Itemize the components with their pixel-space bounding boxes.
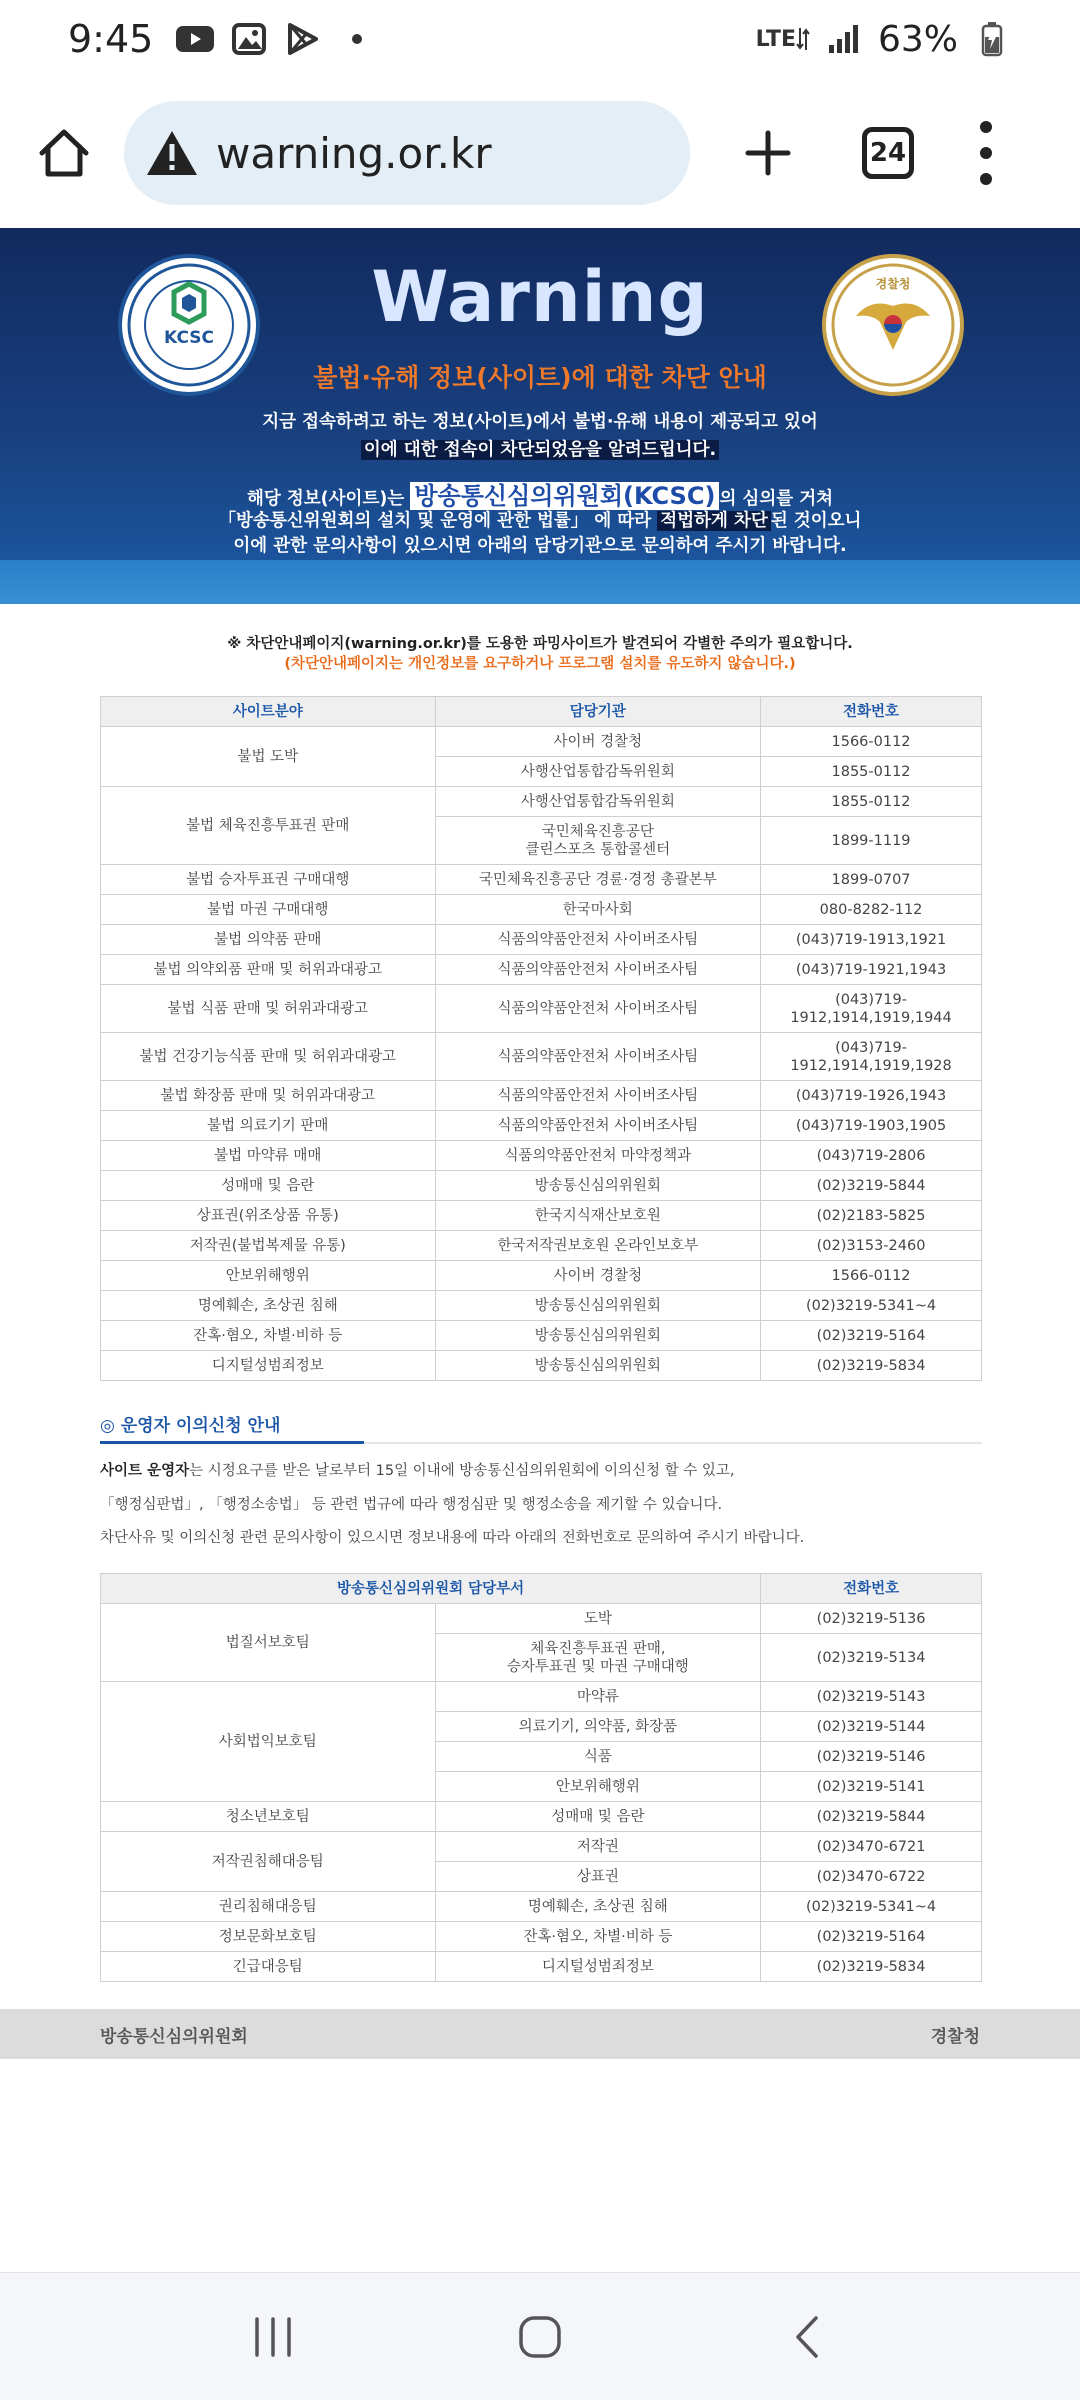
table-row [101, 1892, 982, 1922]
table-row [101, 865, 982, 895]
table-cell: 불법 화장품 판매 및 허위과대광고 [101, 1081, 436, 1111]
page-footer [0, 2009, 1080, 2059]
table-cell: (043)719-1903,1905 [761, 1111, 982, 1141]
table-cell: (02)3219-5834 [761, 1952, 982, 1982]
table-row [101, 1351, 982, 1381]
table-cell: 디지털성범죄정보 [435, 1952, 761, 1982]
table-cell: (043)719-2806 [761, 1141, 982, 1171]
table-cell: 국민체육진흥공단 클린스포츠 통합콜센터 [435, 817, 761, 865]
dot-icon [980, 121, 992, 133]
table-row [101, 1321, 982, 1351]
table-cell: 방송통신심의위원회 [435, 1321, 761, 1351]
objection-title: ◎ 운영자 이의신청 안내 [100, 1416, 281, 1436]
table-cell: 권리침해대응팀 [101, 1892, 436, 1922]
table-row [101, 1291, 982, 1321]
table-cell: 저작권 [435, 1832, 761, 1862]
banner-line-5: 이에 관한 문의사항이 있으시면 아래의 담당기관으로 문의하여 주시기 바랍니다. [233, 536, 847, 556]
privacy-notice: (차단안내페이지는 개인정보를 요구하거나 프로그램 설치를 유도하지 않습니다.) [284, 656, 796, 672]
table-cell: 불법 마약류 매매 [101, 1141, 436, 1171]
table-cell: 사이버 경찰청 [435, 727, 761, 757]
recent-apps-button[interactable] [233, 2297, 313, 2377]
table-row [101, 1141, 982, 1171]
banner-subtitle: 불법·유해 정보(사이트)에 대한 차단 안내 [313, 363, 767, 392]
lte-icon: LTE [756, 24, 810, 54]
new-tab-button[interactable] [736, 121, 800, 185]
table-cell: (02)3219-5844 [761, 1802, 982, 1832]
play-store-icon [283, 23, 323, 55]
table-row [101, 1231, 982, 1261]
table-cell: 불법 의료기기 판매 [101, 1111, 436, 1141]
header-field: 사이트분야 [101, 697, 436, 727]
table-header-row [101, 1574, 982, 1604]
table-cell: 의료기기, 의약품, 화장품 [435, 1712, 761, 1742]
battery-percent: 63% [877, 18, 958, 60]
table-cell: (043)719- 1912,1914,1919,1928 [761, 1033, 982, 1081]
table-cell: 방송통신심의위원회 [435, 1351, 761, 1381]
table-row [101, 1802, 982, 1832]
table-cell: 식품의약품안전처 사이버조사팀 [435, 925, 761, 955]
table-cell: 불법 마권 구매대행 [101, 895, 436, 925]
table-cell: 저작권(불법복제물 유통) [101, 1231, 436, 1261]
table-cell: 1855-0112 [761, 757, 982, 787]
banner-line-4: 「방송통신위원회의 설치 및 운영에 관한 법률」 에 따라 적법하게 차단 된 것이오니 [218, 511, 862, 531]
divider-accent [100, 1441, 364, 1444]
table-row [101, 1922, 982, 1952]
dot-icon [980, 173, 992, 185]
table-cell: 1855-0112 [761, 787, 982, 817]
table-cell: 디지털성범죄정보 [101, 1351, 436, 1381]
table-cell: (02)3219-5341~4 [761, 1892, 982, 1922]
banner-strip [0, 560, 1080, 604]
table-cell: 도박 [435, 1604, 761, 1634]
table-cell: 잔혹·혐오, 차별·비하 등 [435, 1922, 761, 1952]
tab-switcher-button[interactable]: 24 [862, 127, 914, 179]
recent-apps-icon [251, 2315, 295, 2359]
warning-icon[interactable] [144, 128, 200, 178]
status-bar [0, 0, 1080, 78]
table-cell: 법질서보호팀 [101, 1604, 436, 1682]
table-row [101, 787, 982, 817]
header-tel: 전화번호 [761, 697, 982, 727]
table-cell: 잔혹·혐오, 차별·비하 등 [101, 1321, 436, 1351]
table-cell: 명예훼손, 초상권 침해 [101, 1291, 436, 1321]
table-row [101, 1033, 982, 1081]
table-cell: 한국마사회 [435, 895, 761, 925]
table-cell: (02)3219-5141 [761, 1772, 982, 1802]
table-cell: 명예훼손, 초상권 침해 [435, 1892, 761, 1922]
svg-text:KCSC: KCSC [164, 328, 214, 348]
table-cell: (043)719-1921,1943 [761, 955, 982, 985]
table-cell: 상표권 [435, 1862, 761, 1892]
warning-banner [0, 228, 1080, 604]
table-cell: 사회법익보호팀 [101, 1682, 436, 1802]
table-cell: 안보위해행위 [435, 1772, 761, 1802]
table-cell: (02)3470-6721 [761, 1832, 982, 1862]
table-cell: 불법 승자투표권 구매대행 [101, 865, 436, 895]
table-cell: 상표권(위조상품 유통) [101, 1201, 436, 1231]
home-square-icon [517, 2314, 563, 2360]
table-cell: 방송통신심의위원회 [435, 1171, 761, 1201]
table-cell: 식품의약품안전처 사이버조사팀 [435, 985, 761, 1033]
table-cell: 방송통신심의위원회 [435, 1291, 761, 1321]
contact-table [100, 696, 982, 1381]
department-table [100, 1573, 982, 1982]
banner-line-3: 해당 정보(사이트)는 방송통신심의위원회(KCSC) 의 심의를 거쳐 [246, 482, 834, 510]
table-cell: (043)719- 1912,1914,1919,1944 [761, 985, 982, 1033]
table-row [101, 1201, 982, 1231]
table-row [101, 1832, 982, 1862]
table-row [101, 955, 982, 985]
table-cell: 080-8282-112 [761, 895, 982, 925]
table-row [101, 727, 982, 757]
table-row [101, 1952, 982, 1982]
table-cell: (043)719-1913,1921 [761, 925, 982, 955]
table-cell: (02)3153-2460 [761, 1231, 982, 1261]
table-cell: 불법 의약품 판매 [101, 925, 436, 955]
table-cell: 한국지식재산보호원 [435, 1201, 761, 1231]
table-cell: (02)3470-6722 [761, 1862, 982, 1892]
back-button[interactable] [767, 2297, 847, 2377]
banner-line-2: 이에 대한 접속이 차단되었음을 알려드립니다. [0, 436, 1080, 461]
table-row [101, 925, 982, 955]
table-cell: (02)3219-5164 [761, 1922, 982, 1952]
table-cell: 성매매 및 음란 [101, 1171, 436, 1201]
table-row [101, 1111, 982, 1141]
more-notifications-dot-icon [337, 23, 377, 55]
signal-icon [824, 23, 864, 55]
table-row [101, 1604, 982, 1634]
banner-title: Warning [371, 256, 709, 338]
table-cell: 사행산업통합감독위원회 [435, 787, 761, 817]
table-cell: (02)2183-5825 [761, 1201, 982, 1231]
address-bar[interactable] [124, 101, 690, 205]
table-row [101, 985, 982, 1033]
table-cell: (02)3219-5164 [761, 1321, 982, 1351]
table-cell: 1566-0112 [761, 1261, 982, 1291]
objection-paragraph-2: 「행정심판법」, 「행정소송법」 등 관련 법규에 따라 행정심판 및 행정소송을 제기할 수 있습니다. [100, 1497, 723, 1513]
table-cell: (02)3219-5341~4 [761, 1291, 982, 1321]
home-icon [36, 127, 92, 179]
phishing-notice: ※ 차단안내페이지(warning.or.kr)를 도용한 파밍사이트가 발견되어 각별한 주의가 필요합니다. [227, 636, 853, 652]
banner-line-1: 지금 접속하려고 하는 정보(사이트)에서 불법·유해 내용이 제공되고 있어 [262, 412, 818, 432]
table-header-row [101, 697, 982, 727]
footer-kcsc: 방송통신심의위원회 [100, 2026, 248, 2047]
table-cell: 사이버 경찰청 [435, 1261, 761, 1291]
table-cell: 식품의약품안전처 마약정책과 [435, 1141, 761, 1171]
back-icon [790, 2314, 824, 2360]
table-cell: 정보문화보호팀 [101, 1922, 436, 1952]
header-org: 담당기관 [435, 697, 761, 727]
footer-police: 경찰청 [930, 2026, 980, 2047]
home-button[interactable] [28, 117, 100, 189]
table-cell: 식품의약품안전처 사이버조사팀 [435, 955, 761, 985]
table-cell: 불법 의약외품 판매 및 허위과대광고 [101, 955, 436, 985]
table-cell: 1899-0707 [761, 865, 982, 895]
plus-icon [744, 129, 792, 177]
table-cell: 식품의약품안전처 사이버조사팀 [435, 1111, 761, 1141]
table-cell: 마약류 [435, 1682, 761, 1712]
table-cell: (02)3219-5136 [761, 1604, 982, 1634]
table-cell: (02)3219-5134 [761, 1634, 982, 1682]
table-cell: 1566-0112 [761, 727, 982, 757]
table-row [101, 1261, 982, 1291]
table-cell: 식품의약품안전처 사이버조사팀 [435, 1081, 761, 1111]
table-cell: 성매매 및 음란 [435, 1802, 761, 1832]
table-cell: (02)3219-5834 [761, 1351, 982, 1381]
table-cell: (02)3219-5144 [761, 1712, 982, 1742]
table-cell: 불법 체육진흥투표권 판매 [101, 787, 436, 865]
table-cell: 저작권침해대응팀 [101, 1832, 436, 1892]
header-department: 방송통신심의위원회 담당부서 [101, 1574, 761, 1604]
gallery-icon [229, 23, 269, 55]
more-options-button[interactable] [976, 121, 996, 185]
table-cell: 1899-1119 [761, 817, 982, 865]
svg-text:경찰청: 경찰청 [875, 277, 911, 291]
browser-toolbar [0, 78, 1080, 228]
table-cell: (02)3219-5146 [761, 1742, 982, 1772]
table-cell: 긴급대응팀 [101, 1952, 436, 1982]
notification-icons [175, 23, 377, 55]
status-time: 9:45 [68, 17, 154, 61]
battery-charging-icon [972, 23, 1012, 55]
table-cell: 식품의약품안전처 사이버조사팀 [435, 1033, 761, 1081]
objection-paragraph-1: 사이트 운영자는 시정요구를 받은 날로부터 15일 이내에 방송통신심의위원회에 이의신청 할 수 있고, [100, 1463, 735, 1479]
dot-icon [980, 147, 992, 159]
table-row [101, 1682, 982, 1712]
table-cell: 청소년보호팀 [101, 1802, 436, 1832]
table-cell: 한국저작권보호원 온라인보호부 [435, 1231, 761, 1261]
table-cell: 불법 건강기능식품 판매 및 허위과대광고 [101, 1033, 436, 1081]
table-cell: 사행산업통합감독위원회 [435, 757, 761, 787]
url-text: warning.or.kr [216, 128, 492, 178]
table-cell: (02)3219-5844 [761, 1171, 982, 1201]
objection-paragraph-3: 차단사유 및 이의신청 관련 문의사항이 있으시면 정보내용에 따라 아래의 전화번호로 문의하여 주시기 바랍니다. [100, 1530, 805, 1546]
table-cell: (043)719-1926,1943 [761, 1081, 982, 1111]
table-cell: 불법 도박 [101, 727, 436, 787]
table-cell: 안보위해행위 [101, 1261, 436, 1291]
table-cell: 불법 식품 판매 및 허위과대광고 [101, 985, 436, 1033]
table-cell: 국민체육진흥공단 경륜·경정 총괄본부 [435, 865, 761, 895]
home-nav-button[interactable] [500, 2297, 580, 2377]
header-tel: 전화번호 [761, 1574, 982, 1604]
table-cell: 식품 [435, 1742, 761, 1772]
youtube-icon [175, 23, 215, 55]
table-row [101, 1171, 982, 1201]
table-cell: (02)3219-5143 [761, 1682, 982, 1712]
table-row [101, 1081, 982, 1111]
table-cell: 체육진흥투표권 판매, 승자투표권 및 마권 구매대행 [435, 1634, 761, 1682]
system-icons [756, 19, 1012, 60]
system-nav-bar [0, 2272, 1080, 2400]
table-row [101, 895, 982, 925]
